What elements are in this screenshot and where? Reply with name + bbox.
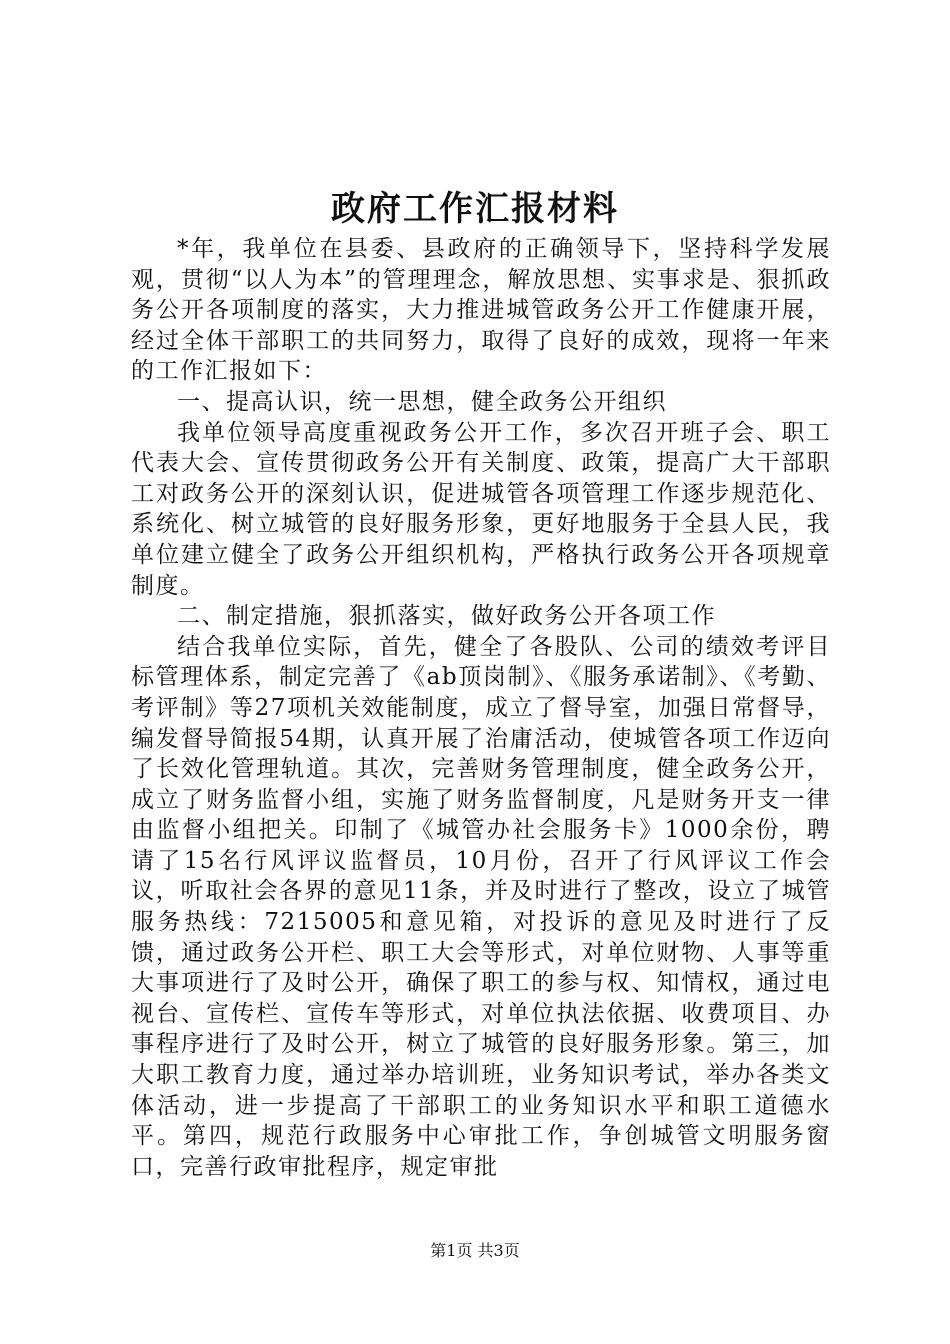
section-2-paragraph: 结合我单位实际，首先，健全了各股队、公司的绩效考评目标管理体系，制定完善了《ab顶岗制》、《服务承诺制》、《考勤、考评制》等27项机关效能制度，成立了督导室，加强日常督导，编发督导简报54期，认真开展了治庸活动，使城管各项工作迈向了长效化管理轨道。其次，完善财务管理制度，健全政务公开，成立了财务监督小组，实施了财务监督制度，凡是财务开支一律由监督小组把关。印制了《城管办社会服务卡》1000余份，聘请了15名行风评议监督员，10月份，召开了行风评议工作会议，听取社会各界的意见11条，并及时进行了整改，设立了城管服务热线：7215005和意见箱，对投诉的意见及时进行了反馈，通过政务公开栏、职工大会等形式，对单位财物、人事等重大事项进行了及时公开，确保了职工的参与权、知情权，通过电视台、宣传栏、宣传车等形式，对单位执法依据、收费项目、办事程序进行了及时公开，树立了城管的良好服务形象。第三，加大职工教育力度，通过举办培训班，业务知识考试，举办各类文体活动，进一步提高了干部职工的业务知识水平和职工道德水平。第四，规范行政服务中心审批工作，争创城管文明服务窗口，完善行政审批程序，规定审批	[131, 633, 831, 1180]
section-heading-2: 二、制定措施，狠抓落实，做好政务公开各项工作	[177, 603, 716, 630]
page-number-footer: 第1页 共3页	[430, 1241, 520, 1260]
section-1-paragraph: 我单位领导高度重视政务公开工作，多次召开班子会、职工代表大会、宣传贯彻政务公开有关制度、政策，提高广大干部职工对政务公开的深刻认识，促进城管各项管理工作逐步规范化、系统化、树立城管的良好服务形象，更好地服务于全县人民，我单位建立健全了政务公开组织机构，严格执行政务公开各项规章制度。	[131, 419, 831, 599]
document-title: 政府工作汇报材料	[331, 189, 619, 229]
intro-paragraph: *年，我单位在县委、县政府的正确领导下，坚持科学发展观，贯彻“以人为本”的管理理念，解放思想、实事求是、狠抓政务公开各项制度的落实，大力推进城管政务公开工作健康开展，经过全体干部职工的共同努力，取得了良好的成效，现将一年来的工作汇报如下：	[131, 236, 831, 385]
document-body	[131, 234, 831, 1182]
section-heading-1: 一、提高认识，统一思想，健全政务公开组织	[177, 388, 667, 415]
